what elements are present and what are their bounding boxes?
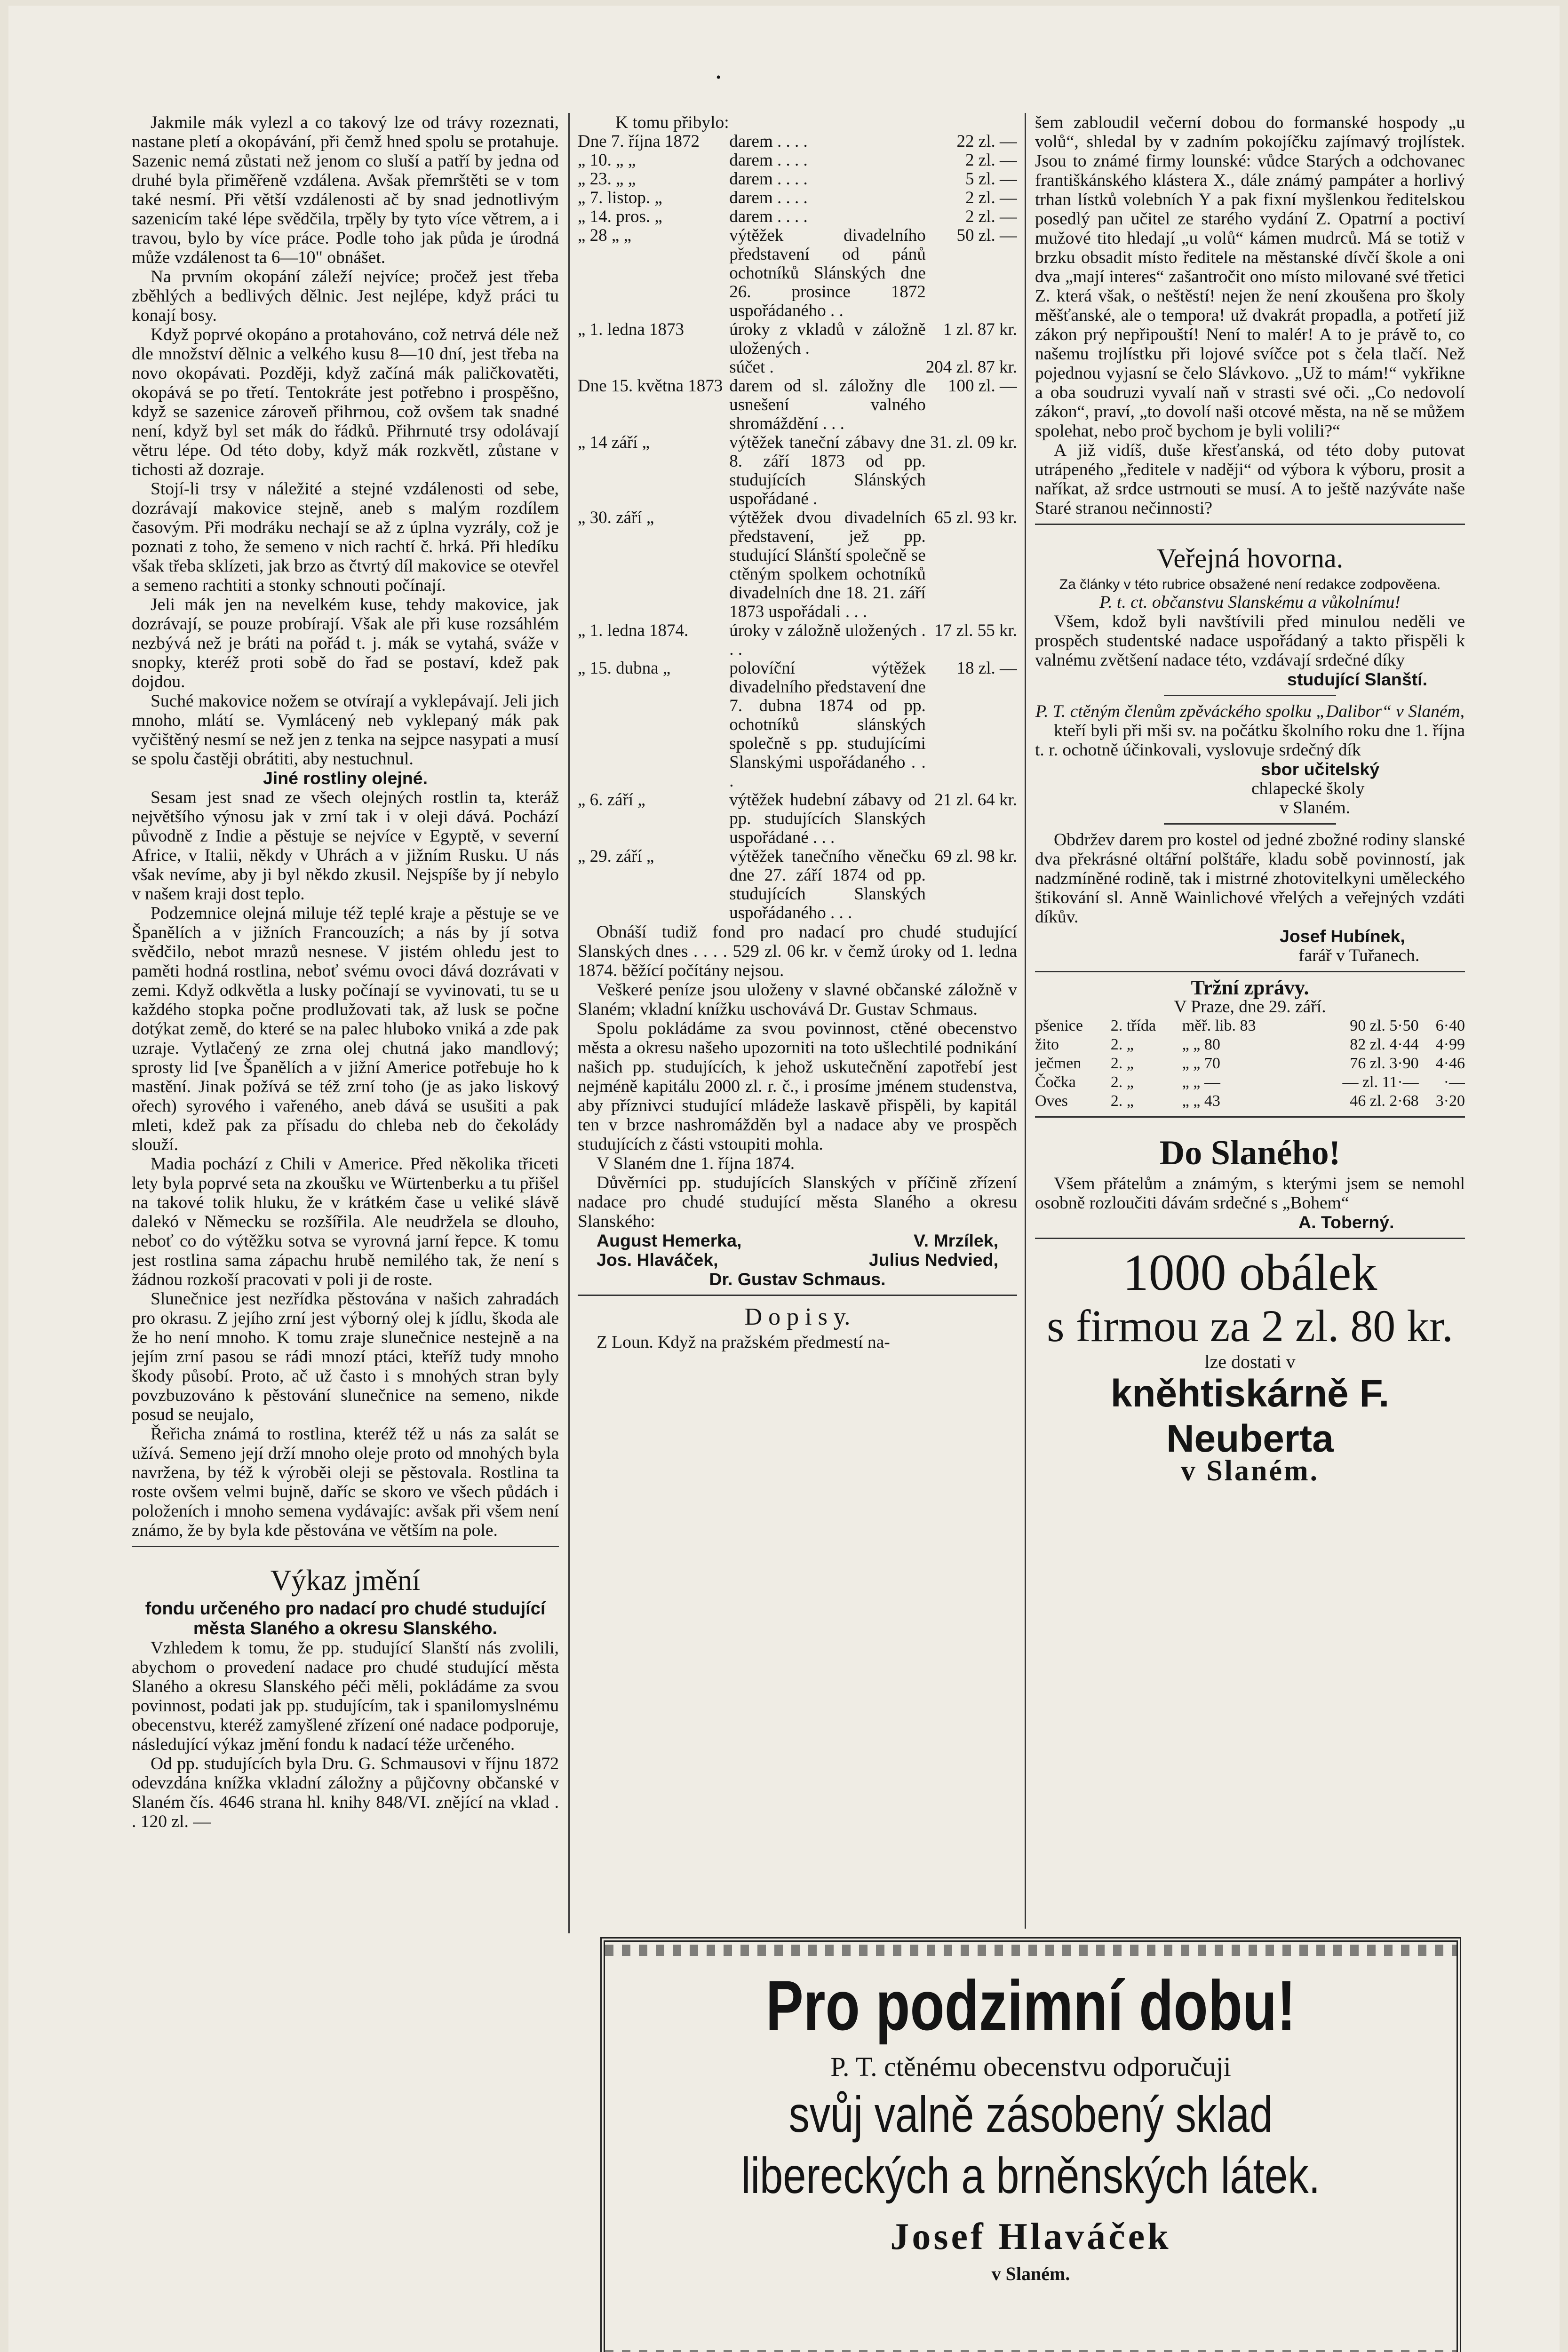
article-paragraph: Z Loun. Když na pražském předmestí na- xyxy=(597,1333,890,1352)
ledger-text: darem . . . . xyxy=(729,207,808,226)
ledger-row xyxy=(578,659,1017,791)
ledger-date: „ 30. září „ xyxy=(578,508,654,527)
newspaper-page xyxy=(8,6,1560,2352)
market-cell: žito xyxy=(1035,1036,1059,1053)
signature: Jos. Hlaváček, xyxy=(597,1250,718,1270)
market-row xyxy=(1035,1054,1465,1073)
ledger-row xyxy=(578,320,1017,358)
advertisement-box xyxy=(600,1937,1461,2352)
article-paragraph: Na prvním okopání záleží nejvíce; pročež jest třeba zběhlých a bedlivých dělnic. Jest nejlépe, když práci tu konají bosy. xyxy=(132,267,559,325)
ledger-amt: 2 zl. — xyxy=(965,188,1017,207)
article-paragraph: Slunečnice jest nezřídka pěstována v našich zahradách pro okrasu. Z jejího zrní jest výborný olej k jídlu, škoda ale že ho není mnoho. K tomu zraje slunečnice nestejně a na jejím zrní pasou se rádi mnozí ptáci, kteříž tudy mnoho škody působí. Proto, ač už často i s mnohých stran byly povzbuzováno k pěstování slunečnice na semeno, nikde posud se neujalo, xyxy=(132,1289,559,1424)
divider xyxy=(1164,823,1336,825)
column-rule xyxy=(1025,113,1026,1929)
ledger-date xyxy=(578,358,729,377)
divider xyxy=(578,1295,1017,1296)
ledger-text: darem od sl. záložny dle usnešení valného shromáždění . . . xyxy=(729,376,926,433)
ad-line: svůj valně zásobený sklad xyxy=(788,2086,1273,2143)
article-paragraph: Všem přátelům a známým, s kterými jsem se nemohl osobně rozloučiti dávám srdečné s „Bohem“ xyxy=(1035,1174,1465,1213)
ledger-text: výtěžek taneční zábavy dne 8. září 1873 od pp. studujících Slánských uspořádané . xyxy=(729,433,926,509)
signature-line: v Slaném. xyxy=(1280,798,1350,818)
market-cell: měř. lib. 83 xyxy=(1182,1017,1256,1034)
ledger-text: výtěžek dvou divadelních představení, jež pp. studující Slánští společně se ctěným spolkem ochotníků divadelních dne 18. 21. září 1873 uspořádali . . . xyxy=(729,508,926,621)
ledger-row xyxy=(578,207,1017,226)
article-paragraph: Všem, kdož byli navštívili před minulou neděli ve prospěch studentské nadace uspořádaný a takto přispěli k valnému zvětšení nadace této, vzdávají srdečné díky xyxy=(1035,612,1465,670)
market-cell: ·— xyxy=(1443,1073,1465,1091)
ledger-amt: 65 zl. 93 kr. xyxy=(934,508,1017,527)
market-cell: 2. „ xyxy=(1110,1055,1134,1072)
signature: Josef Hubínek, xyxy=(1280,926,1405,946)
decorative-border xyxy=(605,1945,1457,1956)
market-cell: Čočka xyxy=(1035,1073,1076,1091)
signature: V. Mrzílek, xyxy=(914,1231,998,1250)
hovorna-address: P. t. ct. občanstvu Slanskému a vůkolnímu! xyxy=(1099,593,1401,612)
divider xyxy=(1035,1238,1465,1239)
ledger-row xyxy=(578,377,1017,433)
ledger-text: výtěžek hudební zábavy od pp. studujících Slanských uspořádané . . . xyxy=(729,790,926,847)
decorative-border xyxy=(605,2350,1457,2352)
hovorna-title: Veřejná hovorna. xyxy=(1156,543,1344,573)
ledger-row xyxy=(578,621,1017,659)
market-row xyxy=(1035,1035,1465,1054)
divider xyxy=(1035,971,1465,972)
ledger-date: „ 14 září „ xyxy=(578,433,650,452)
signature: studující Slanští. xyxy=(1287,669,1427,689)
signature: Dr. Gustav Schmaus. xyxy=(709,1269,886,1289)
ledger-text: darem . . . . xyxy=(729,151,808,170)
ledger-date: „ 28 „ „ xyxy=(578,226,632,245)
ledger-row xyxy=(578,509,1017,621)
ledger-date: „ 1. ledna 1874. xyxy=(578,621,689,640)
market-cell: 2. třída xyxy=(1110,1017,1156,1034)
market-cell: 46 zl. 2·68 xyxy=(1350,1092,1419,1110)
ledger-row xyxy=(578,189,1017,207)
market-row xyxy=(1035,1092,1465,1111)
ledger-date: „ 10. „ „ xyxy=(578,151,636,170)
market-cell: — zl. 11·— xyxy=(1342,1073,1419,1091)
ledger-amt: 31. zl. 09 kr. xyxy=(930,433,1017,452)
signature-line: chlapecké školy xyxy=(1251,779,1365,798)
ledger-text: výtěžek tanečního věnečku dne 27. září 1874 od pp. studujících Slanských uspořádaného . . . xyxy=(729,847,926,922)
ad-location: v Slaném. xyxy=(991,2263,1070,2284)
ledger-amt: 100 zl. — xyxy=(948,376,1017,396)
divider xyxy=(132,1546,559,1547)
market-cell: 2. „ xyxy=(1110,1073,1134,1091)
ledger-row xyxy=(578,226,1017,320)
ledger-amt: 69 zl. 98 kr. xyxy=(934,847,1017,866)
ledger-date: „ 23. „ „ xyxy=(578,169,636,189)
ad-line: lze dostati v xyxy=(1204,1351,1296,1372)
ledger-row xyxy=(578,132,1017,151)
section-title: Jiné rostliny olejné. xyxy=(263,768,428,788)
ledger-text: súčet . xyxy=(729,358,774,377)
ledger-amt: 50 zl. — xyxy=(956,226,1017,245)
ledger-row xyxy=(578,151,1017,170)
ad-line: kněhtiskárně F. Neuberta xyxy=(1110,1372,1390,1460)
ledger-amt: 21 zl. 64 kr. xyxy=(934,790,1017,810)
signature-line: farář v Tuřanech. xyxy=(1298,946,1420,965)
ad-line: 1000 obálek xyxy=(1122,1244,1377,1301)
ad-merchant: Josef Hlaváček xyxy=(890,2216,1171,2257)
market-cell: Oves xyxy=(1035,1092,1068,1110)
do-slaneho-title: Do Slaného! xyxy=(1159,1134,1341,1172)
signatures-row-1 xyxy=(578,1231,1017,1250)
column-2 xyxy=(578,113,1017,1930)
article-paragraph: Od pp. studujících byla Dru. G. Schmausovi v říjnu 1872 odevzdána knížka vkladní záložny a půjčovny občanské v Slaném čís. 4646 strana hl. knihy 848/VI. znějící na vklad . . 120 zl. — xyxy=(132,1754,559,1831)
ledger-amt: 18 zl. — xyxy=(956,659,1017,678)
market-cell: ječmen xyxy=(1035,1055,1082,1072)
vykaz-subtitle: fondu určeného pro nadací pro chudé studující města Slaného a okresu Slanského. xyxy=(145,1599,546,1638)
trustees-intro: Důvěrníci pp. studujících Slanských v příčině zřízení nadace pro chudé studující města Slaného a okresu Slanského: xyxy=(578,1173,1017,1231)
ledger-row xyxy=(578,358,1017,377)
column-rule xyxy=(568,113,570,1933)
ad-line: P. T. ctěnému obecenstvu odporučuji xyxy=(830,2051,1231,2082)
article-paragraph: Řeřicha známá to rostlina, kteréž též u nás za salát se užívá. Semeno její drží mnoho oleje proto od mnohých byla navržena, by též k výroběi oleji se pěstovala. Rostlina ta roste ovšem velmi bujně, daříc se skoro ve všech půdách i položeních i mnoho semena vydávajíc: avšak při všem není známo, že by byla kde pěstována ve větším na pole. xyxy=(132,1424,559,1540)
ledger-date: „ 6. září „ xyxy=(578,790,645,810)
divider xyxy=(1035,1116,1465,1118)
divider xyxy=(1164,695,1336,696)
article-paragraph: Podzemnice olejná miluje též teplé kraje a pěstuje se ve Španělích a v jižních Francouzích; a nás by jí sotva svědčilo, nebot mrazů nesnese. V jistém ohledu jest to paměti hodná rostlina, neboť svému ovoci dává dozrávati v zemi. Když odkvětla a lusky počínají se vyvinovati, tu se u každého stopka počne prodlužovati tak, až lusk se počne dotýkat země, do které se na palec hluboko vniká a zde pak uzraje. Vytlačený ze zrna olej chutná jako mandlový; sprosty lid [ve Španělích a v jižní Americe potřebuje ho k mastění. Jinak požívá se též zrní toho (je as jako liskový ořech) syrového i vařeného, aneb dává se usušiti a pak mleti, kdež pak za přísadu do chleba neb do čekolády slouží. xyxy=(132,904,559,1154)
ledger-amt: 2 zl. — xyxy=(965,151,1017,170)
market-title: Tržní zprávy. xyxy=(1191,976,1309,999)
ledger-row xyxy=(578,847,1017,922)
article-paragraph: Obdržev darem pro kostel od jedné zbožné rodiny slanské dva překrásné oltářní polštáře, kladu sobě povinností, jak nadzmíněné rodině, tak i mistrné zhotovitelkyni uměleckého štikování sl. Anně Wainlichové vřelých a veřejných vzdáti díkův. xyxy=(1035,830,1465,927)
ledger-text: výtěžek divadelního představení od pánů ochotníků Slánských dne 26. prosince 1872 uspořádaného . . xyxy=(729,226,926,320)
ledger-text: darem . . . . xyxy=(729,188,808,207)
signature: Julius Nedvied, xyxy=(868,1250,998,1270)
article-paragraph: Stojí-li trsy v náležité a stejné vzdálenosti od sebe, dozrávají makovice stejně, aneb s malým rozdílem časovým. Při modráku nechají se až z úplna vyzrály, což je poznati z toho, že semeno v nich rachtí č. hrká. Při hledíku však třeba sklízeti, jak brzo as čtvrtý díl makovice se otevřel a semeno rachtiti a stonky schnouti počínají. xyxy=(132,479,559,595)
ledger-amt: 1 zl. 87 kr. xyxy=(943,320,1017,339)
market-cell: 76 zl. 3·90 xyxy=(1350,1055,1419,1072)
market-cell: 2. „ xyxy=(1110,1092,1134,1110)
market-subtitle: V Praze, dne 29. září. xyxy=(1174,997,1326,1017)
ledger-amt: 204 zl. 87 kr. xyxy=(925,358,1017,377)
ad-line: s firmou za 2 zl. 80 kr. xyxy=(1047,1301,1453,1351)
market-row xyxy=(1035,1017,1465,1035)
ledger-table xyxy=(578,132,1017,922)
vykaz-title: Výkaz jmění xyxy=(270,1565,421,1597)
ledger-amt: 22 zl. — xyxy=(956,132,1017,151)
article-paragraph: A již vidíš, duše křesťanská, od této doby putovat utrápeného „ředitele v naději“ od výbora k výboru, prosit a naříkat, až srdce ustrnouti se musí. A to ještě nazýváte naše Staré stranou nečinnosti? xyxy=(1035,441,1465,518)
market-row xyxy=(1035,1073,1465,1092)
ledger-text: polovíční výtěžek divadelního představení dne 7. dubna 1874 od pp. ochotníků slánských společně s pp. studujícími Slanskými uspořádaného . . . xyxy=(729,659,926,791)
hovorna-address: P. T. ctěným členům zpěváckého spolku „Dalibor“ v Slaném, xyxy=(1035,702,1465,721)
divider xyxy=(1035,524,1465,525)
ledger-date: „ 14. pros. „ xyxy=(578,207,662,226)
market-cell: 82 zl. 4·44 xyxy=(1350,1036,1419,1053)
summary: Obnáší tudiž fond pro nadací pro chudé studující Slanských dnes . . . . 529 zl. 06 kr. v čemž úroky od 1. ledna 1874. běžící počítány nejsou. xyxy=(578,922,1017,980)
ledger-date: „ 1. ledna 1873 xyxy=(578,320,685,339)
signature: August Hemerka, xyxy=(597,1231,742,1250)
column-3 xyxy=(1035,113,1465,1783)
article-paragraph: kteří byli při mši sv. na počátku školního roku dne 1. října t. r. ochotně účinkovali, vyslovuje srdečný dík xyxy=(1035,721,1465,760)
market-cell: 6·40 xyxy=(1435,1017,1465,1034)
article-paragraph: Jeli mák jen na nevelkém kuse, tehdy makovice, jak dozrávají, se pouze probírají. Však ale při kuse rozsáhlém nezbývá než je bráti na pořád t. j. mák se vytahá, sváže v snopky, kteréž proti sobě do řad se postaví, kdež pak dojdou. xyxy=(132,595,559,691)
ledger-date: „ 29. září „ xyxy=(578,847,654,866)
page-mark: • xyxy=(716,70,721,85)
ledger-date: Dne 7. října 1872 xyxy=(578,132,700,151)
article-paragraph: Když poprvé okopáno a protahováno, což netrvá déle než dle množství dělnic a velkého kusu 8—10 dní, jest třeba na novo okopávati. Později, když začíná mák paličkovatěti, okopává se po třetí. Tentokráte jest potřebno i prospěšno, když se sazenice zároveň přihrnou, což ovšem tak snadné není, když byl set mák do řádků. Přihrnuté trsy odolávají větru lépe. Od této doby, když mák rozkvětl, zůstane v tichosti až dozraje. xyxy=(132,325,559,479)
ledger-row xyxy=(578,170,1017,189)
article-paragraph: Vzhledem k tomu, že pp. studující Slanští nás zvolili, abychom o provedení nadace pro chudé studující města Slaného a okresu Slanského péči měli, pokládáme za svou povinnost, podati jak pp. studujícím, tak i spanilomyslnému obecenstvu, kteréž zamyšlené zřízení oné nadace podporuje, následující výkaz jmění fondu k nadací téže určeného. xyxy=(132,1638,559,1754)
column-1 xyxy=(132,113,559,1929)
place-date: V Slaném dne 1. října 1874. xyxy=(597,1154,795,1173)
market-cell: „ „ 70 xyxy=(1182,1055,1220,1072)
article-paragraph: Madia pochází z Chili v Americe. Před několika třiceti lety byla poprvé seta na zkoušku ve Würtenberku a tu přišel na takové tolik hluku, že v krátkém čase u veliké slávě dalekó v Německu se rozšířila. Ale neudržela se dlouho, neboť co do výtěžku sotva se vyrovná jarní řepce. K tomu jest rostlina sama zápachu hrubě nemilého tak, že není s žádnou rozkoší pracovati v poli ji de roste. xyxy=(132,1154,559,1289)
market-cell: pšenice xyxy=(1035,1017,1083,1034)
hovorna-note: Za články v této rubrice obsažené není redakce zodpověena. xyxy=(1059,577,1441,592)
signature: sbor učitelský xyxy=(1261,759,1380,779)
ledger-text: darem . . . . xyxy=(729,169,808,189)
ledger-text: darem . . . . xyxy=(729,132,808,151)
ad-headline: Pro podzimní dobu! xyxy=(765,1966,1296,2045)
ad-line: v Slaném. xyxy=(1180,1455,1320,1487)
market-cell: 90 zl. 5·50 xyxy=(1350,1017,1419,1034)
market-cell: 3·20 xyxy=(1435,1092,1465,1110)
market-cell: 4·99 xyxy=(1435,1036,1465,1053)
article-paragraph: Spolu pokládáme za svou povinnost, ctěné obecenstvo města a okresu našeho upozorniti na toto ušlechtilé podnikání našich pp. studujících, k jehož uskutečnění zapotřebí jest nejméně kapitálu 2000 zl. r. č., i prosíme jménem studenstva, aby příznivci studující mládeže laskavě přispěli, by kapitál ten v brzce nashromážděn byl a nadace aby ve prospěch studujících z části vstoupiti mohla. xyxy=(578,1019,1017,1154)
intro-line: K tomu přibylo: xyxy=(615,113,729,132)
ledger-text: úroky v záložně uložených . . . xyxy=(729,621,926,659)
dopisy-title: D o p i s y. xyxy=(744,1303,851,1330)
market-cell: 2. „ xyxy=(1110,1036,1134,1053)
article-paragraph: Suché makovice nožem se otvírají a vyklepávají. Jeli jich mnoho, mlátí se. Vymlácený neb vyklepaný mák pak vyčištěný nesmí se než jen z tenka na sejpce nasypati a musí se spolu častěji obrátiti, aby nestuchnul. xyxy=(132,691,559,769)
ledger-date: Dne 15. května 1873 xyxy=(578,376,723,396)
ledger-amt: 5 zl. — xyxy=(965,169,1017,189)
article-paragraph: šem zabloudil večerní dobou do formanské hospody „u volů“, shledal by v zadním pokojíčku zajímavý trojlístek. Jsou to známé firmy lounské: vůdce Starých a odchovanec františkánského klástera X., dále známý pampáter a horlivý trhan lístků volebních Y a pak fixní myšlenkou ředitelskou posedlý pan učitel ze starého vydání Z. Opatrní a poctiví mužové tito hledají „u volů“ kámen mudrců. Má se totiž v brzku obsadit místo ředitele na městanské dívčí škole a oni dva „mají interes“ zašantročit ono místo milované své třetici Z. která však, o neštěstí! nejen že není zkoušena pro školy měšťanské, ale o tempora! už dvakrát propadla, a potřetí již zákon prý nepřipouští! Není to malér! A to je právě to, co našemu trojlístku při lojové svíčce pot s čela tlačí. Než pojednou vyjasní se čelo Slávkovo. „Už to mám!“ vykřikne a oba soudruzi vyvalí naň v strasti své oči. „Co nedovolí zákon“, praví, „to dovolí naši otcové města, na ně se můžem spolehat, nebo proč bychom je byli volili?“ xyxy=(1035,113,1465,441)
signature: A. Toberný. xyxy=(1298,1212,1394,1232)
ad-line: libereckých a brněnských látek. xyxy=(741,2147,1321,2204)
market-cell: 4·46 xyxy=(1435,1055,1465,1072)
article-paragraph: Veškeré peníze jsou uloženy v slavné občanské záložně v Slaném; vkladní knížku uschovává Dr. Gustav Schmaus. xyxy=(578,980,1017,1019)
market-cell: „ „ 43 xyxy=(1182,1092,1220,1110)
article-paragraph: Jakmile mák vylezl a co takový lze od trávy rozeznati, nastane pletí a okopávání, při čemž hned spolu se protahuje. Sazenic nemá zůstati než jenom co sluší a patří by jedna od druhé byla přiměřeně vzdálena. Avšak přemrštěti se v tom také nesmí. Při větší vzdálenosti ač by snad jednotlivým sazenicím také lépe svědčila, trpěly by tyto více větrem, a i travou, bylo by více práce. Podle toho jak půda je úrodná může vzdálenost ta 6—10" obnášet. xyxy=(132,113,559,267)
ledger-date: „ 7. listop. „ xyxy=(578,188,662,207)
signatures-row-2 xyxy=(578,1250,1017,1270)
article-paragraph: Sesam jest snad ze všech olejných rostlin ta, kteráž největšího výnosu jak v zrní tak i v oleji dává. Pochází původně z Indie a pěstuje se nejvíce v Egyptě, v severní Africe, v Italii, někdy v Uhrách a v jižním Rusku. U nás však nevíme, aby ji byl někdo zkusil. Nejspíše by jí nebylo v našem kraji dost teplo. xyxy=(132,788,559,904)
ledger-amt: 17 zl. 55 kr. xyxy=(934,621,1017,640)
market-cell: „ „ 80 xyxy=(1182,1036,1220,1053)
market-cell: „ „ — xyxy=(1182,1073,1220,1091)
ledger-date: „ 15. dubna „ xyxy=(578,659,671,678)
ledger-amt: 2 zl. — xyxy=(965,207,1017,226)
ledger-row xyxy=(578,433,1017,509)
ledger-row xyxy=(578,791,1017,847)
ledger-text: úroky z vkladů v záložně uložených . xyxy=(729,320,926,358)
market-table xyxy=(1035,1017,1465,1111)
